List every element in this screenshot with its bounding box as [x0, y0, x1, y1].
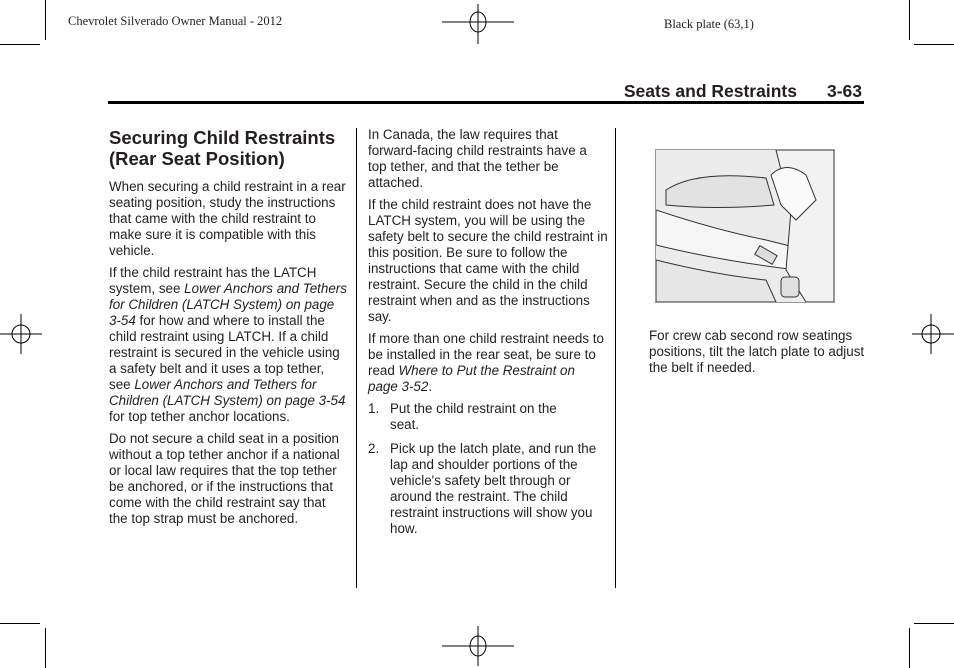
column-2	[368, 127, 608, 545]
paragraph	[368, 127, 608, 191]
crop-mark	[0, 623, 40, 624]
cross-reference-link[interactable]: Lower Anchors and Tethers for Children (LATCH System) on page 3-54	[109, 377, 346, 408]
column-divider	[356, 128, 357, 588]
text-run: If more than one child restraint needs to be installed in the rear seat, be sure to read	[368, 331, 604, 378]
crop-mark	[914, 44, 954, 45]
cross-reference-link[interactable]: Where to Put the Restraint on page 3-52	[368, 363, 575, 394]
seat-belt-illustration-icon	[656, 150, 834, 302]
figure-caption: For crew cab second row seatings positions, tilt the latch plate to adjust the belt if needed.	[649, 328, 865, 375]
registration-mark-icon	[0, 312, 44, 356]
paragraph	[368, 331, 608, 395]
page-number: 3-63	[826, 81, 862, 101]
crop-mark	[909, 0, 910, 40]
section-title: Seats and Restraints	[623, 81, 797, 101]
col2-body	[368, 127, 608, 395]
paragraph	[368, 197, 608, 325]
step-number: 1.	[368, 401, 380, 416]
text-run: for top tether anchor locations.	[109, 409, 290, 424]
column-divider	[615, 128, 616, 588]
steps-list	[368, 401, 608, 537]
crop-mark	[914, 623, 954, 624]
step-text: Pick up the latch plate, and run the lap and shoulder portions of the vehicle's safety belt through or around the restraint. The child restraint instructions will show you how.	[390, 441, 597, 536]
header-manual-title: Chevrolet Silverado Owner Manual - 2012	[68, 14, 283, 28]
text-run: for how and where to install the child restraint using LATCH. If a child restraint is secured in the vehicle using a safety belt and it uses a top tether, see	[109, 313, 340, 392]
text-run: If the child restraint does not have the LATCH system, you will be using the safety belt to secure the child restraint in this position. Be sure to follow the instructions that came with the child restraint. Secure the child in the child restraint when and as the instructions say.	[368, 197, 608, 324]
registration-mark-icon	[440, 624, 516, 668]
crop-mark	[909, 628, 910, 668]
section-rule	[108, 101, 864, 104]
col1-body	[109, 179, 347, 527]
paragraph	[109, 179, 347, 259]
section-header	[624, 81, 862, 102]
crop-mark	[45, 0, 46, 40]
column-1	[109, 127, 347, 533]
cross-reference-link[interactable]: Lower Anchors and Tethers for Children (LATCH System) on page 3-54	[109, 281, 347, 328]
text-run: If the child restraint has the LATCH system, see	[109, 265, 317, 296]
latch-plate-illustration	[655, 149, 835, 303]
registration-mark-icon	[910, 312, 954, 356]
text-run: When securing a child restraint in a rear seating position, study the instructions that came with the child restraint to make sure it is compatible with this vehicle.	[109, 179, 346, 258]
header-plate: Black plate (63,1)	[664, 17, 754, 31]
column-3	[649, 328, 867, 382]
text-run: In Canada, the law requires that forward-facing child restraints have a top tether, and that the tether be attached.	[368, 127, 587, 190]
crop-mark	[45, 628, 46, 668]
registration-mark-icon	[440, 2, 516, 46]
text-run: .	[428, 379, 433, 394]
step-item	[368, 441, 608, 537]
paragraph	[109, 431, 347, 527]
step-item	[368, 401, 560, 433]
paragraph	[109, 265, 347, 425]
step-number: 2.	[368, 441, 380, 456]
text-run: Do not secure a child seat in a position without a top tether anchor if a national or local law requires that the top tether be anchored, or if the instructions that come with the child restraint say that the top strap must be anchored.	[109, 431, 340, 526]
step-text: Put the child restraint on the seat.	[390, 401, 557, 432]
crop-mark	[0, 44, 40, 45]
heading: Securing Child Restraints (Rear Seat Position)	[109, 127, 336, 169]
